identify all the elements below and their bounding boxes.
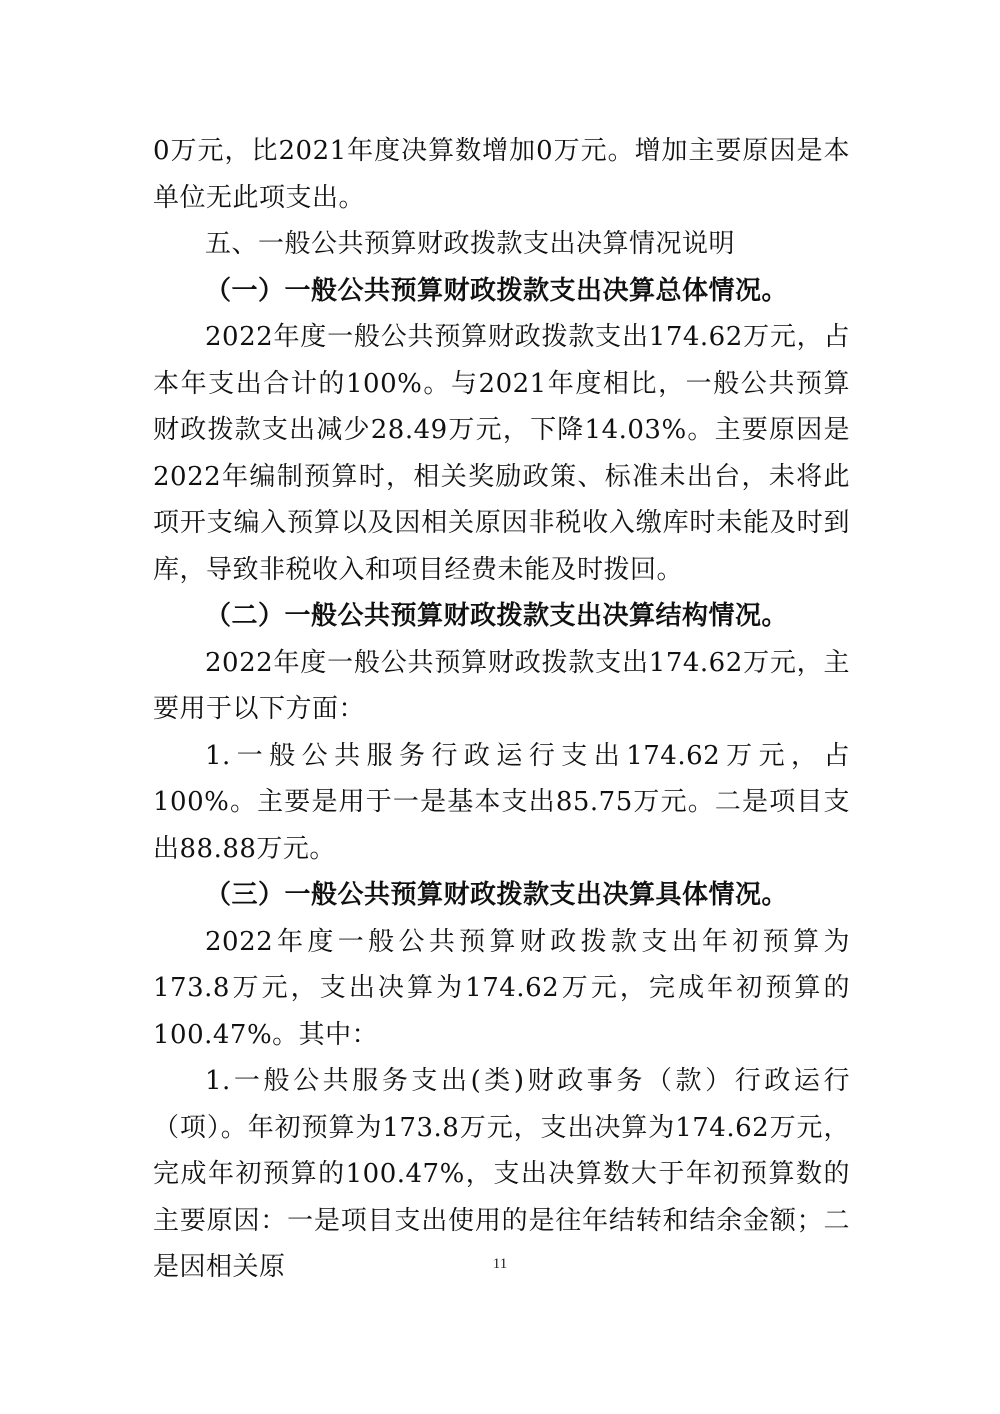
subsection-heading-3: （三）一般公共预算财政拨款支出决算具体情况。 bbox=[205, 880, 789, 910]
paragraph-overall: 2022年度一般公共预算财政拨款支出174.62万元，占本年支出合计的100%。与2021年度相比，一般公共预算财政拨款支出减少28.49万元，下降14.03%。主要原因是2022年编制预算时，相关奖励政策、标准未出台，未将此项开支编入预算以及因相关原因非税收入缴库时未能及时到库，导致非税收入和项目经费未能及时拨回。 bbox=[153, 322, 850, 585]
page-number: 11 bbox=[492, 1256, 508, 1272]
paragraph-detail-item-1: 1.一般公共服务支出(类)财政事务（款）行政运行（项）。年初预算为173.8万元，支出决算为174.62万元，完成年初预算的100.47%，支出决算数大于年初预算数的主要原因：一是项目支出使用的是往年结转和结余金额；二是因相关原 bbox=[153, 1066, 850, 1282]
subsection-heading-2: （二）一般公共预算财政拨款支出决算结构情况。 bbox=[205, 601, 789, 631]
paragraph-structure: 2022年度一般公共预算财政拨款支出174.62万元，主要用于以下方面： bbox=[153, 647, 850, 724]
subsection-heading-1: （一）一般公共预算财政拨款支出决算总体情况。 bbox=[205, 275, 789, 306]
paragraph-detail: 2022年度一般公共预算财政拨款支出年初预算为173.8万元，支出决算为174.62万元，完成年初预算的100.47%。其中： bbox=[153, 926, 850, 1050]
document-body bbox=[153, 128, 850, 1291]
paragraph-structure-item-1: 1.一般公共服务行政运行支出174.62万元，占100%。主要是用于一是基本支出85.75万元。二是项目支出88.88万元。 bbox=[153, 740, 850, 864]
paragraph-continuation: 0万元，比2021年度决算数增加0万元。增加主要原因是本单位无此项支出。 bbox=[153, 136, 850, 213]
section-heading-5: 五、一般公共预算财政拨款支出决算情况说明 bbox=[205, 229, 736, 259]
